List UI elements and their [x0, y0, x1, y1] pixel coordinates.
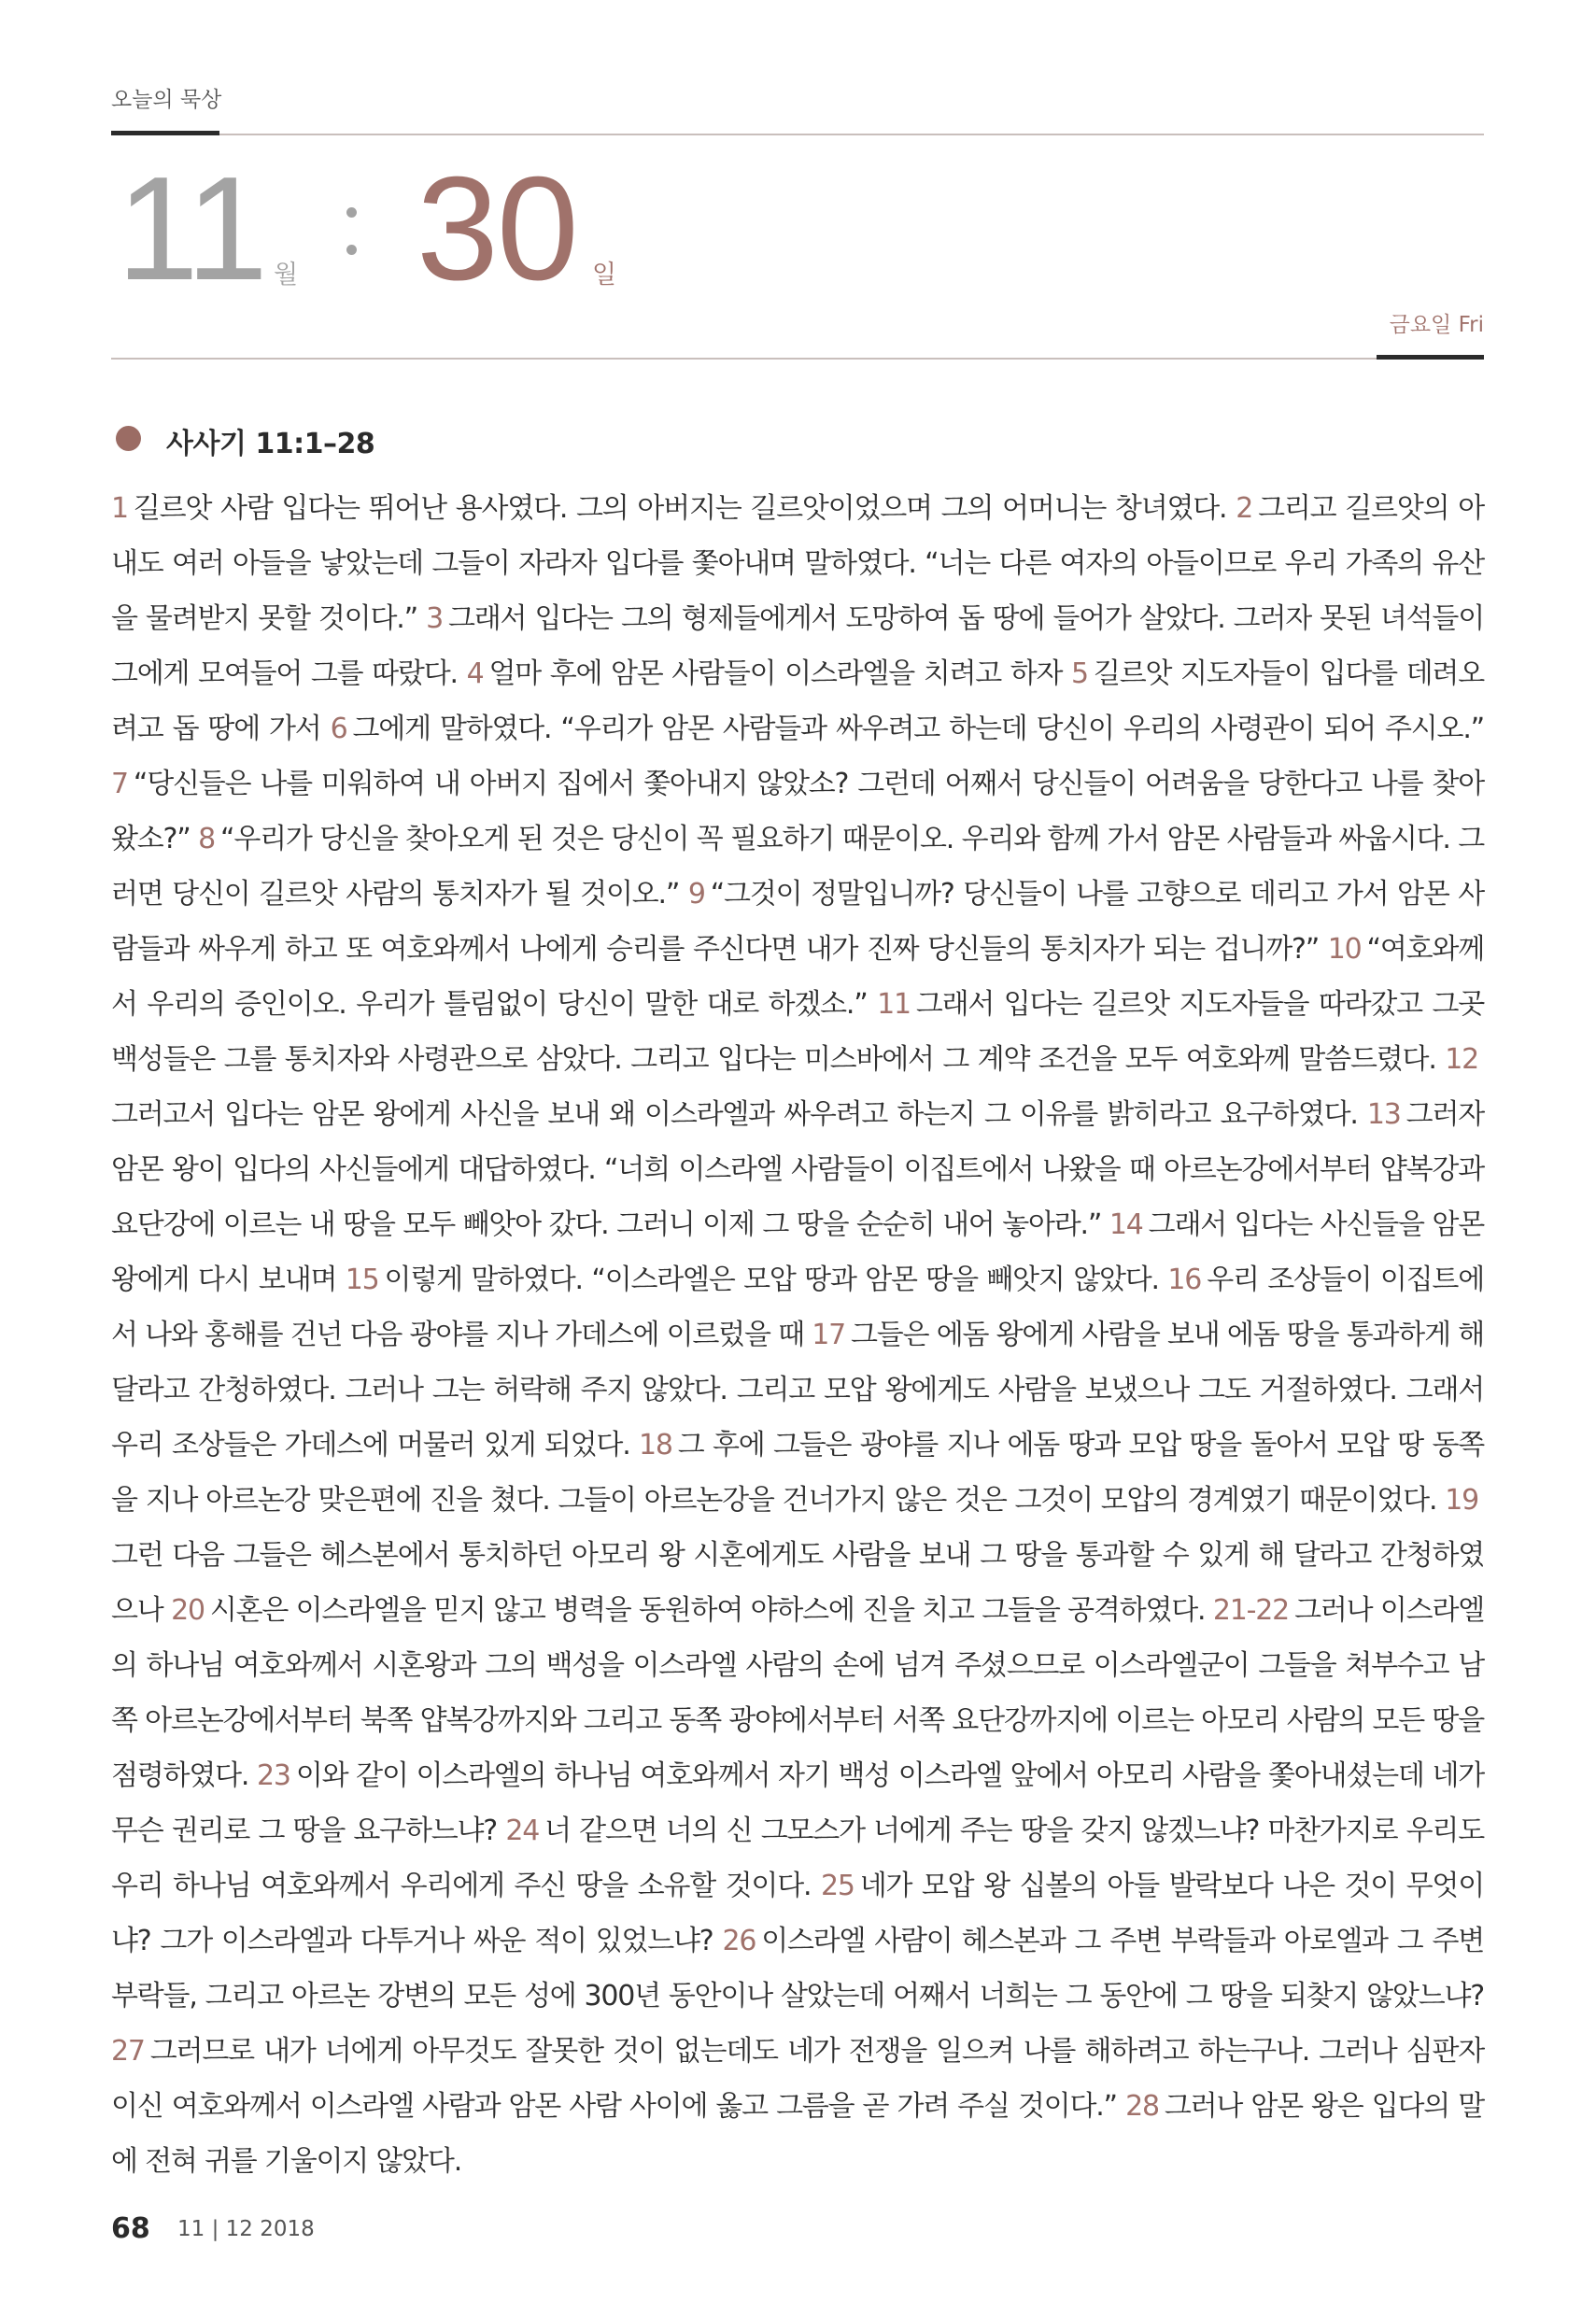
verse-text: 그들은 에돔 왕에게 사람을 보내 에돔 땅을 통과하게 해 달라고 간청하였다. 그러나 그는 허락해 주지 않았다. 그리고 모압 왕에게도 사람을 보냈으나 그도 거절하였다. 그래서 우리 조상들은 가데스에 머물러 있게 되었다. — [111, 1319, 1484, 1462]
verse-text: 그에게 말하였다. “우리가 암몬 사람들과 싸우려고 하는데 당신이 우리의 사령관이 되어 주시오.” — [352, 713, 1484, 745]
verse-text: 너 같으면 너의 신 그모스가 너에게 주는 땅을 갖지 않겠느냐? 마찬가지로 우리도 우리 하나님 여호와께서 우리에게 주신 땅을 소유할 것이다. — [111, 1815, 1484, 1902]
verse-text: 그런 다음 그들은 헤스본에서 통치하던 아모리 왕 시혼에게도 사람을 보내 그 땅을 통과할 수 있게 해 달라고 간청하였으나 — [111, 1539, 1484, 1627]
weekday-label: 금요일 Fri — [1389, 313, 1484, 337]
verse-text: 이와 같이 이스라엘의 하나님 여호와께서 자기 백성 이스라엘 앞에서 아모리 사람을 쫓아내셨는데 네가 무슨 권리로 그 땅을 요구하느냐? — [111, 1759, 1485, 1847]
verse-number: 23 — [257, 1759, 290, 1792]
verse-text: “당신들은 나를 미워하여 내 아버지 집에서 쫓아내지 않았소? 그런데 어째서 당신들이 어려움을 당한다고 나를 찾아왔소?” — [111, 768, 1484, 855]
verse-number: 19 — [1445, 1484, 1478, 1517]
month-number: 11 — [117, 147, 267, 311]
header-divider — [111, 134, 1484, 135]
scripture-text — [111, 481, 1484, 2189]
verse-text: 그러자 암몬 왕이 입다의 사신들에게 대답하였다. “너희 이스라엘 사람들이 이집트에서 나왔을 때 아르논강에서부터 얍복강과 요단강에 이르는 내 땅을 모두 빼앗아 갔다. 그러니 이제 그 땅을 순순히 내어 놓아라.” — [111, 1098, 1485, 1241]
verse-text: 이렇게 말하였다. “이스라엘은 모압 땅과 암몬 땅을 빼앗지 않았다. — [384, 1264, 1159, 1296]
verse-number: 13 — [1366, 1098, 1401, 1131]
month-unit: 월 — [274, 261, 299, 290]
verse-number: 21-22 — [1212, 1594, 1290, 1627]
verse-number: 16 — [1167, 1264, 1202, 1296]
date-separator — [346, 207, 358, 256]
page-number: 68 — [111, 2212, 150, 2245]
verse-number: 15 — [345, 1264, 379, 1296]
verse-number: 8 — [198, 823, 216, 855]
verse-number: 14 — [1109, 1208, 1143, 1241]
verse-text: “우리가 당신을 찾아오게 된 것은 당신이 꼭 필요하기 때문이오. 우리와 함께 가서 암몬 사람들과 싸웁시다. 그러면 당신이 길르앗 사람의 통치자가 될 것이오.” — [111, 823, 1484, 911]
date-divider — [111, 358, 1484, 360]
day-number: 30 — [417, 147, 577, 311]
verse-text: 길르앗 지도자들이 입다를 데려오려고 돕 땅에 가서 — [111, 657, 1484, 745]
section-label: 오늘의 묵상 — [111, 88, 222, 112]
verse-number: 4 — [466, 657, 484, 690]
verse-number: 12 — [1445, 1043, 1479, 1076]
verse-number: 26 — [722, 1925, 756, 1957]
verse-number: 11 — [877, 988, 911, 1021]
verse-text: 그 후에 그들은 광야를 지나 에돔 땅과 모압 땅을 돌아서 모압 땅 동쪽을 지나 아르논강 맞은편에 진을 쳤다. 그들이 아르논강을 건너가지 않은 것은 그것이 모압의 경계였기 때문이었다. — [111, 1429, 1485, 1517]
verse-text: 그래서 입다는 그의 형제들에게서 도망하여 돕 땅에 들어가 살았다. 그러자 못된 녀석들이 그에게 모여들어 그를 따랐다. — [111, 602, 1484, 690]
verse-number: 6 — [330, 713, 347, 745]
verse-text: 그래서 입다는 길르앗 지도자들을 따라갔고 그곳 백성들은 그를 통치자와 사령관으로 삼았다. 그리고 입다는 미스바에서 그 계약 조건을 모두 여호와께 말씀드렸다. — [111, 988, 1485, 1076]
bullet-icon — [116, 426, 141, 451]
verse-number: 9 — [687, 878, 705, 911]
verse-number: 3 — [426, 602, 443, 635]
verse-text: 그러나 암몬 왕은 입다의 말에 전혀 귀를 기울이지 않았다. — [111, 2090, 1484, 2178]
header-divider-accent — [111, 131, 219, 135]
verse-text: 그러나 이스라엘의 하나님 여호와께서 시혼왕과 그의 백성을 이스라엘 사람의 손에 넘겨 주셨으므로 이스라엘군이 그들을 쳐부수고 남쪽 아르논강에서부터 북쪽 얍복강까지와 그리고 동쪽 광야에서부터 서쪽 요단강까지에 이르는 아모리 사람의 모든 땅을 점령하였다. — [111, 1594, 1485, 1792]
verse-text: 이스라엘 사람이 헤스본과 그 주변 부락들과 아로엘과 그 주변 부락들, 그리고 아르논 강변의 모든 성에 300년 동안이나 살았는데 어째서 너희는 그 동안에 그 땅을 되찾지 않았느냐? — [111, 1925, 1484, 2012]
verse-text: 그러므로 내가 너에게 아무것도 잘못한 것이 없는데도 네가 전쟁을 일으켜 나를 해하려고 하는구나. 그러나 심판자이신 여호와께서 이스라엘 사람과 암몬 사람 사이에 옳고 그름을 곧 가려 주실 것이다.” — [111, 2035, 1484, 2123]
verse-number: 28 — [1125, 2090, 1159, 2123]
verse-text: 그리고 길르앗의 아내도 여러 아들을 낳았는데 그들이 자라자 입다를 쫓아내며 말하였다. “너는 다른 여자의 아들이므로 우리 가족의 유산을 물려받지 못할 것이다.” — [111, 492, 1484, 635]
verse-text: 그러고서 입다는 암몬 왕에게 사신을 보내 왜 이스라엘과 싸우려고 하는지 그 이유를 밝히라고 요구하였다. — [111, 1098, 1358, 1131]
day-unit: 일 — [592, 261, 617, 290]
verse-text: 그래서 입다는 사신들을 암몬 왕에게 다시 보내며 — [111, 1208, 1484, 1296]
verse-number: 18 — [638, 1429, 672, 1462]
verse-number: 20 — [171, 1594, 205, 1627]
verse-number: 10 — [1327, 933, 1362, 966]
verse-text: 길르앗 사람 입다는 뛰어난 용사였다. 그의 아버지는 길르앗이었으며 그의 어머니는 창녀였다. — [133, 492, 1227, 525]
verse-text: 우리 조상들이 이집트에서 나와 홍해를 건넌 다음 광야를 지나 가데스에 이르렀을 때 — [111, 1264, 1484, 1351]
passage-reference: 사사기 11:1–28 — [166, 428, 375, 460]
verse-number: 24 — [505, 1815, 540, 1847]
verse-number: 7 — [111, 768, 128, 800]
verse-number: 17 — [812, 1319, 846, 1351]
verse-text: “그것이 정말입니까? 당신들이 나를 고향으로 데리고 가서 암몬 사람들과 싸우게 하고 또 여호와께서 나에게 승리를 주신다면 내가 진짜 당신들의 통치자가 되는 겁니까?” — [111, 878, 1484, 966]
issue-label: 11 | 12 2018 — [177, 2217, 315, 2241]
date-divider-accent — [1377, 355, 1484, 360]
verse-number: 1 — [111, 492, 128, 525]
verse-text: 얼마 후에 암몬 사람들이 이스라엘을 치려고 하자 — [488, 657, 1063, 690]
verse-text: “여호와께서 우리의 증인이오. 우리가 틀림없이 당신이 말한 대로 하겠소.” — [111, 933, 1484, 1021]
verse-number: 2 — [1236, 492, 1253, 525]
verse-text: 시혼은 이스라엘을 믿지 않고 병력을 동원하여 야하스에 진을 치고 그들을 공격하였다. — [209, 1594, 1206, 1627]
verse-text: 네가 모압 왕 십볼의 아들 발락보다 나은 것이 무엇이냐? 그가 이스라엘과 다투거나 싸운 적이 있었느냐? — [111, 1870, 1484, 1957]
verse-number: 5 — [1071, 657, 1088, 690]
verse-number: 25 — [820, 1870, 854, 1902]
verse-number: 27 — [111, 2035, 145, 2068]
